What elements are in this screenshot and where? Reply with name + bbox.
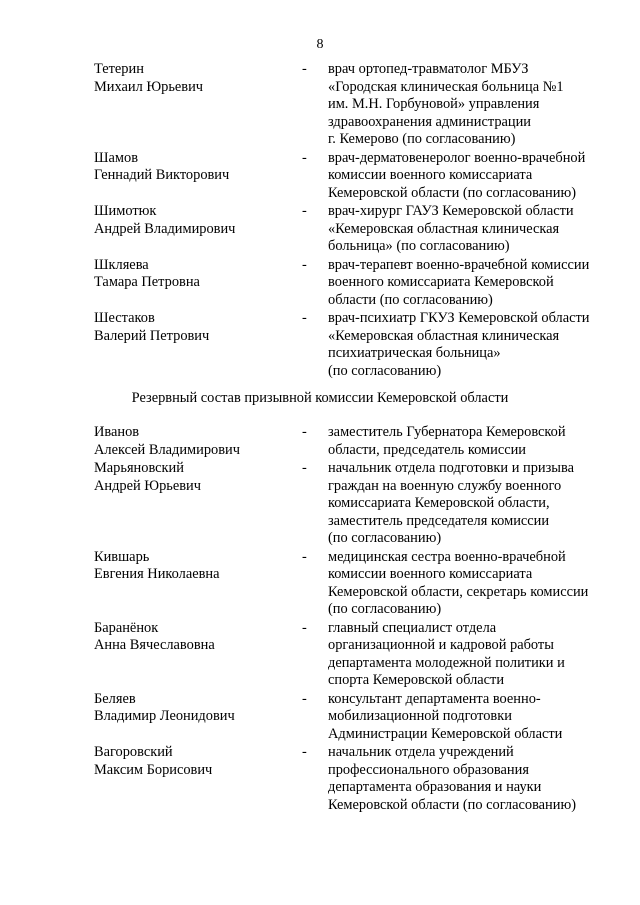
member-entry xyxy=(0,549,640,619)
member-dash: - xyxy=(302,256,307,273)
member-dash: - xyxy=(302,690,307,707)
member-role-line: врач-дерматовенеролог военно-врачебной xyxy=(328,149,586,166)
member-role xyxy=(328,549,618,619)
member-dash: - xyxy=(302,424,307,440)
member-name xyxy=(94,549,289,584)
member-role-line: Кемеровской области, секретарь комиссии xyxy=(328,583,589,600)
member-role-line: (по согласованию) xyxy=(328,601,442,617)
member-given-names: Геннадий Викторович xyxy=(94,167,230,183)
member-role-line: Кемеровской области (по согласованию) xyxy=(328,796,577,813)
member-surname: Шимотюк xyxy=(94,203,157,219)
member-role-line: департамента образования и науки xyxy=(328,779,542,795)
member-surname: Баранёнок xyxy=(94,619,159,636)
member-dash: - xyxy=(302,203,307,219)
member-surname: Тетерин xyxy=(94,61,144,77)
member-role-line: заместитель председателя комиссии xyxy=(328,512,550,529)
member-role xyxy=(328,310,618,380)
member-role-line: комиссии военного комиссариата xyxy=(328,566,533,582)
member-surname: Шестаков xyxy=(94,310,155,326)
member-role-line: заместитель Губернатора Кемеровской xyxy=(328,424,566,440)
member-entry xyxy=(0,257,640,310)
member-role-line: консультант департамента военно- xyxy=(328,690,541,707)
member-name xyxy=(94,150,289,185)
member-given-names: Тамара Петровна xyxy=(94,274,200,290)
member-role xyxy=(328,203,618,256)
member-name xyxy=(94,310,289,345)
member-surname: Шкляева xyxy=(94,256,149,273)
member-role-line: «Городская клиническая больница №1 xyxy=(328,78,564,95)
member-role xyxy=(328,620,618,690)
member-entry xyxy=(0,203,640,256)
member-role-line: им. М.Н. Горбуновой» управления xyxy=(328,96,540,112)
member-dash: - xyxy=(302,548,307,565)
main-member-list xyxy=(0,61,640,381)
member-role-line: департамента молодежной политики и xyxy=(328,654,565,671)
member-role-line: (по согласованию) xyxy=(328,362,442,379)
member-given-names: Анна Вячеславовна xyxy=(94,637,215,653)
member-role-line: г. Кемерово (по согласованию) xyxy=(328,131,516,147)
member-name xyxy=(94,424,289,459)
member-surname: Шамов xyxy=(94,149,139,166)
member-role xyxy=(328,691,618,744)
member-role-line: организационной и кадровой работы xyxy=(328,637,554,653)
member-dash: - xyxy=(302,61,307,77)
member-role xyxy=(328,150,618,203)
member-role-line: начальник отдела учреждений xyxy=(328,744,514,760)
member-role-line: (по согласованию) xyxy=(328,530,442,546)
member-role-line: Кемеровской области (по согласованию) xyxy=(328,184,577,201)
member-given-names: Максим Борисович xyxy=(94,761,213,778)
member-name xyxy=(94,257,289,292)
member-role-line: психиатрическая больница» xyxy=(328,345,501,361)
member-role-line: «Кемеровская областная клиническая xyxy=(328,220,560,237)
member-dash: - xyxy=(302,149,307,166)
member-entry xyxy=(0,744,640,814)
member-name xyxy=(94,203,289,238)
member-given-names: Владимир Леонидович xyxy=(94,708,235,724)
member-entry xyxy=(0,691,640,744)
member-role-line: начальник отдела подготовки и призыва xyxy=(328,460,574,476)
member-role xyxy=(328,61,618,149)
member-dash: - xyxy=(302,460,307,476)
member-role xyxy=(328,424,618,459)
member-role-line: врач-терапевт военно-врачебной комиссии xyxy=(328,256,590,273)
member-name xyxy=(94,61,289,96)
member-role-line: области (по согласованию) xyxy=(328,291,493,308)
member-surname: Кившарь xyxy=(94,548,150,565)
member-given-names: Валерий Петрович xyxy=(94,327,210,344)
member-role-line: «Кемеровская областная клиническая xyxy=(328,327,560,344)
member-role-line: здравоохранения администрации xyxy=(328,113,532,130)
member-surname: Марьяновский xyxy=(94,460,184,476)
member-name xyxy=(94,620,289,655)
member-role-line: больница» (по согласованию) xyxy=(328,238,510,254)
member-role xyxy=(328,744,618,814)
member-role-line: главный специалист отдела xyxy=(328,619,497,636)
member-given-names: Андрей Владимирович xyxy=(94,220,236,237)
member-role xyxy=(328,460,618,548)
member-role-line: медицинская сестра военно-врачебной xyxy=(328,548,566,565)
member-role-line: врач-хирург ГАУЗ Кемеровской области xyxy=(328,203,574,219)
member-given-names: Андрей Юрьевич xyxy=(94,477,201,494)
member-role-line: профессионального образования xyxy=(328,761,529,778)
member-role-line: Администрации Кемеровской области xyxy=(328,725,563,742)
reserve-section-title: Резервный состав призывной комиссии Кемеровской области xyxy=(131,390,509,406)
member-role-line: спорта Кемеровской области xyxy=(328,672,505,688)
member-name xyxy=(94,691,289,726)
member-dash: - xyxy=(302,619,307,636)
member-surname: Вагоровский xyxy=(94,744,173,760)
member-name xyxy=(94,744,289,779)
member-surname: Беляев xyxy=(94,690,136,707)
member-entry xyxy=(0,460,640,548)
member-entry xyxy=(0,310,640,380)
member-dash: - xyxy=(302,310,307,326)
reserve-member-list xyxy=(0,424,640,815)
member-given-names: Евгения Николаевна xyxy=(94,566,220,582)
member-role-line: области, председатель комиссии xyxy=(328,441,526,458)
member-entry xyxy=(0,424,640,459)
member-surname: Иванов xyxy=(94,424,140,440)
member-entry xyxy=(0,150,640,203)
member-role-line: комиссии военного комиссариата xyxy=(328,167,533,183)
member-role-line: граждан на военную службу военного xyxy=(328,477,562,494)
page-number: 8 xyxy=(316,37,324,52)
member-entry xyxy=(0,620,640,690)
member-role-line: врач-психиатр ГКУЗ Кемеровской области xyxy=(328,310,590,326)
member-dash: - xyxy=(302,744,307,760)
member-given-names: Михаил Юрьевич xyxy=(94,78,204,95)
member-role xyxy=(328,257,618,310)
member-given-names: Алексей Владимирович xyxy=(94,441,240,458)
member-role-line: мобилизационной подготовки xyxy=(328,708,512,724)
member-entry xyxy=(0,61,640,149)
member-role-line: военного комиссариата Кемеровской xyxy=(328,274,554,290)
member-role-line: комиссариата Кемеровской области, xyxy=(328,495,550,511)
member-role-line: врач ортопед-травматолог МБУЗ xyxy=(328,61,529,77)
member-name xyxy=(94,460,289,495)
